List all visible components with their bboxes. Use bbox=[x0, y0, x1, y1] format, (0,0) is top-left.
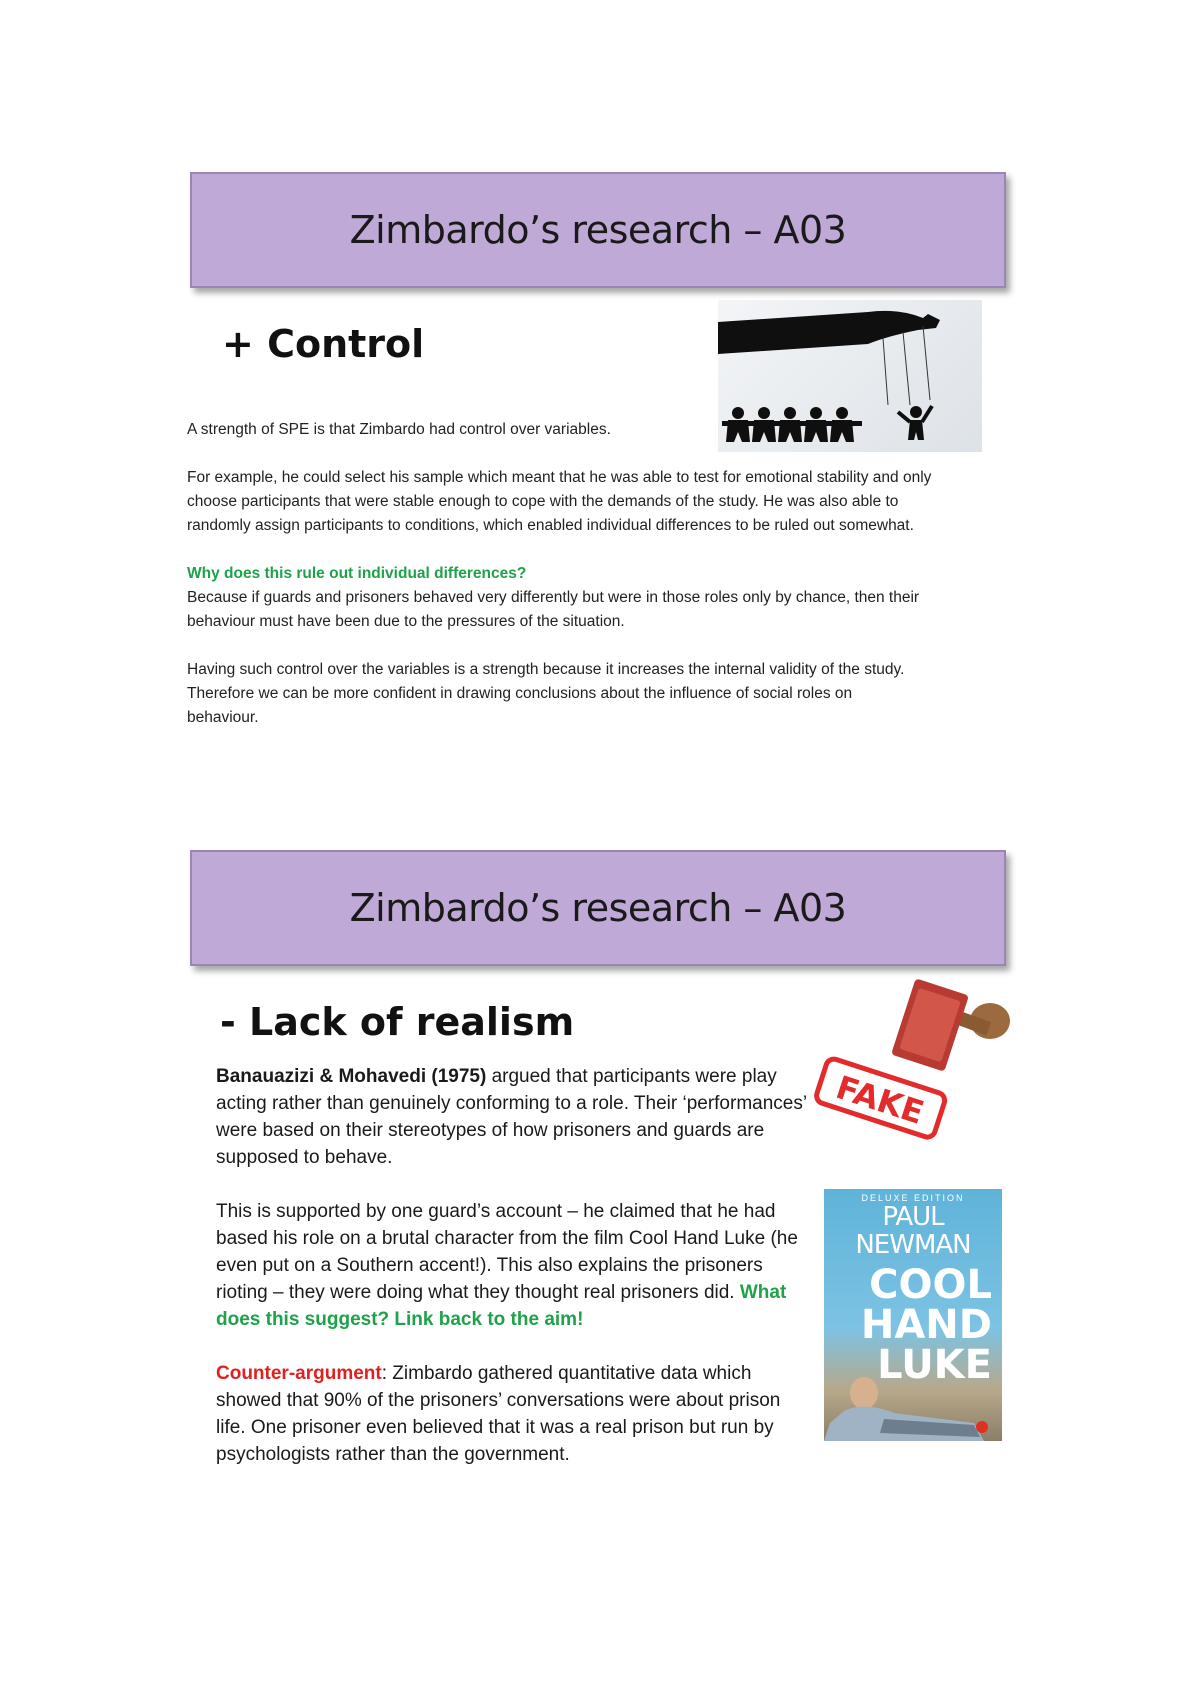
realism-heading: - Lack of realism bbox=[220, 1000, 575, 1044]
realism-para-1-text: argued that participants were play acting rather than genuinely conforming to a role. Their ‘performances’ were based on their stereotypes of how prisoners and guards are supposed to behave. bbox=[216, 1066, 807, 1168]
control-question: Why does this rule out individual differences? bbox=[187, 565, 527, 582]
counter-text: : Zimbardo gathered quantitative data which showed that 90% of the prisoners’ conversations were about prison life. One prisoner even believed that it was a real prison but run by psychologists rather than the government. bbox=[216, 1363, 781, 1465]
control-para-1: A strength of SPE is that Zimbardo had control over variables. bbox=[187, 421, 611, 438]
realism-question: What does this suggest? Link back to the aim! bbox=[216, 1282, 787, 1330]
dvd-actor: PAUL NEWMAN bbox=[855, 1202, 971, 1260]
realism-para-2 bbox=[216, 1198, 806, 1333]
counter-argument bbox=[216, 1360, 806, 1468]
section2-banner bbox=[190, 850, 1006, 966]
dvd-title-3: LUKE bbox=[877, 1342, 992, 1388]
counter-label: Counter-argument bbox=[216, 1363, 382, 1384]
banner-title: Zimbardo’s research – A03 bbox=[349, 208, 847, 252]
section1-banner bbox=[190, 172, 1006, 288]
control-para-3: Because if guards and prisoners behaved very differently but were in those roles only by chance, then their behaviour must have been due to the pressures of the situation. bbox=[187, 589, 920, 630]
control-para-2: For example, he could select his sample which meant that he was able to test for emotional stability and only choose participants that were stable enough to cope with the demands of the study. He was also able to randomly assign participants to conditions, which enabled individual differences to be ruled out somewhat. bbox=[187, 469, 932, 534]
dvd-title-2: HAND bbox=[860, 1302, 992, 1348]
dvd-edition: DELUXE EDITION bbox=[861, 1193, 965, 1203]
control-heading: + Control bbox=[222, 322, 425, 366]
realism-para-2-text: This is supported by one guard’s account – he claimed that he had based his role on a brutal character from the film Cool Hand Luke (he even put on a Southern accent!). This also explains the prisoners rioting – they were doing what they thought real prisoners did. bbox=[216, 1201, 798, 1303]
control-question-block bbox=[187, 562, 947, 586]
dvd-figure-icon bbox=[824, 1371, 1002, 1441]
realism-para-1 bbox=[216, 1063, 816, 1171]
fake-stamp-image bbox=[810, 975, 1018, 1145]
dvd-cover-image bbox=[824, 1189, 1002, 1441]
fake-stamp-icon bbox=[810, 975, 1018, 1145]
stamp-text: FAKE bbox=[831, 1068, 929, 1132]
banner-title: Zimbardo’s research – A03 bbox=[349, 886, 847, 930]
realism-body bbox=[216, 1063, 816, 1495]
control-para-4: Having such control over the variables is a strength because it increases the internal validity of the study. Therefore we can be more confident in drawing conclusions about the influence of social roles on behaviour. bbox=[187, 661, 905, 726]
control-body bbox=[187, 418, 947, 754]
dvd-title-1: COOL bbox=[869, 1262, 992, 1308]
citation: Banauazizi & Mohavedi (1975) bbox=[216, 1066, 487, 1087]
